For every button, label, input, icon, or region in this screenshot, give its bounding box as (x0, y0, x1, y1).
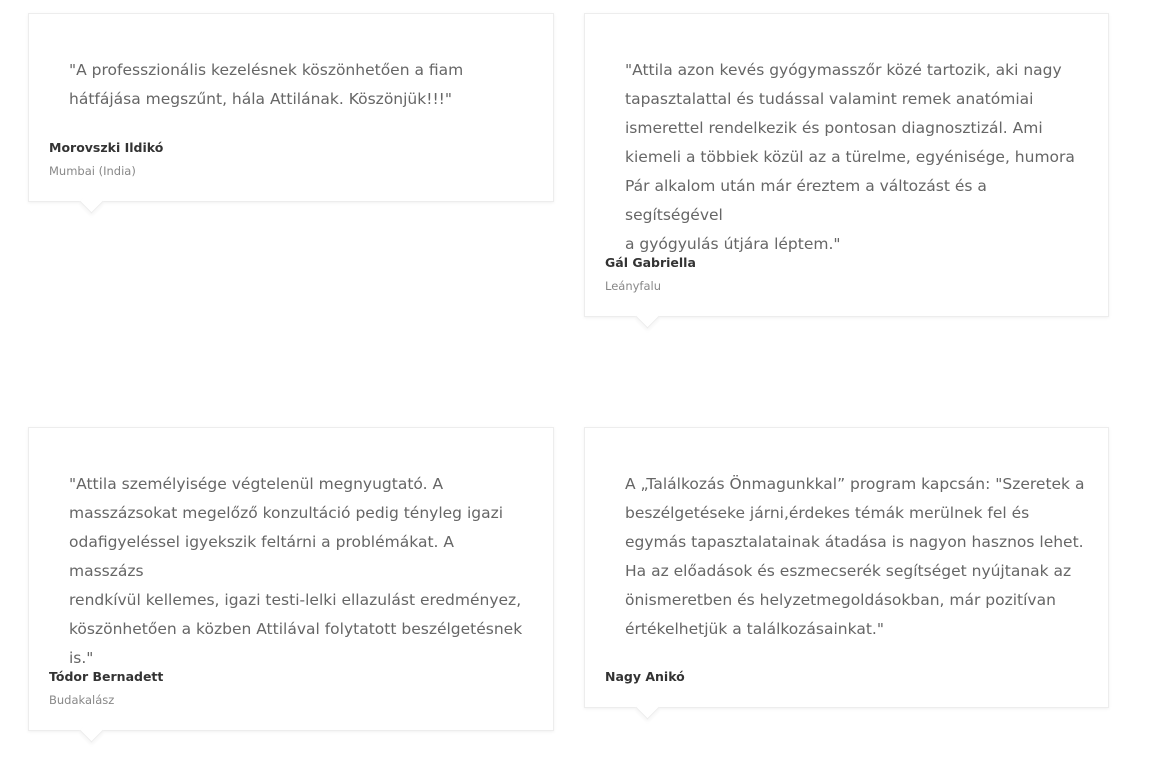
testimonial-card (28, 13, 554, 202)
testimonial-author: Gál Gabriella (605, 255, 696, 270)
testimonial-author: Morovszki Ildikó (49, 140, 164, 155)
testimonial-author: Nagy Anikó (605, 669, 685, 684)
testimonial-card (584, 13, 1109, 317)
testimonial-location: Budakalász (49, 693, 115, 707)
testimonial-location: Leányfalu (605, 279, 662, 293)
testimonial-quote: "A professzionális kezelésnek köszönhetően a fiam hátfájása megszűnt, hála Attilának. Köszönjük!!!" (69, 61, 464, 108)
testimonial-card (28, 427, 554, 731)
testimonial-quote: A „Találkozás Önmagunkkal” program kapcsán: "Szeretek a beszélgetéseke járni,érdekes témák merülnek fel és egymás tapasztalatainak átadása is nagyon hasznos lehet. Ha az előadások és eszmecserék segítséget nyújtanak az önismeretben és helyzetmegoldásokban, már pozitívan értékelhetjük a találkozásainkat." (625, 475, 1085, 638)
testimonial-quote: "Attila azon kevés gyógymasszőr közé tartozik, aki nagy tapasztalattal és tudással valamint remek anatómiai ismerettel rendelkezik és pontosan diagnosztizál. Ami kiemeli a többiek közül az a türelme, egyénisége, humora Pár alkalom után már éreztem a változást és a segítségével a gyógyulás útjára léptem." (625, 61, 1075, 253)
testimonial-quote: "Attila személyisége végtelenül megnyugtató. A masszázsokat megelőző konzultáció pedig tényleg igazi odafigyeléssel igyekszik feltárni a problémákat. A masszázs rendkívül kellemes, igazi testi-lelki ellazulást eredményez, köszönhetően a közben Attilával folytatott beszélgetésnek is." (69, 475, 523, 667)
testimonial-author: Tódor Bernadett (49, 669, 164, 684)
testimonial-location: Mumbai (India) (49, 164, 136, 178)
testimonial-card (584, 427, 1109, 708)
